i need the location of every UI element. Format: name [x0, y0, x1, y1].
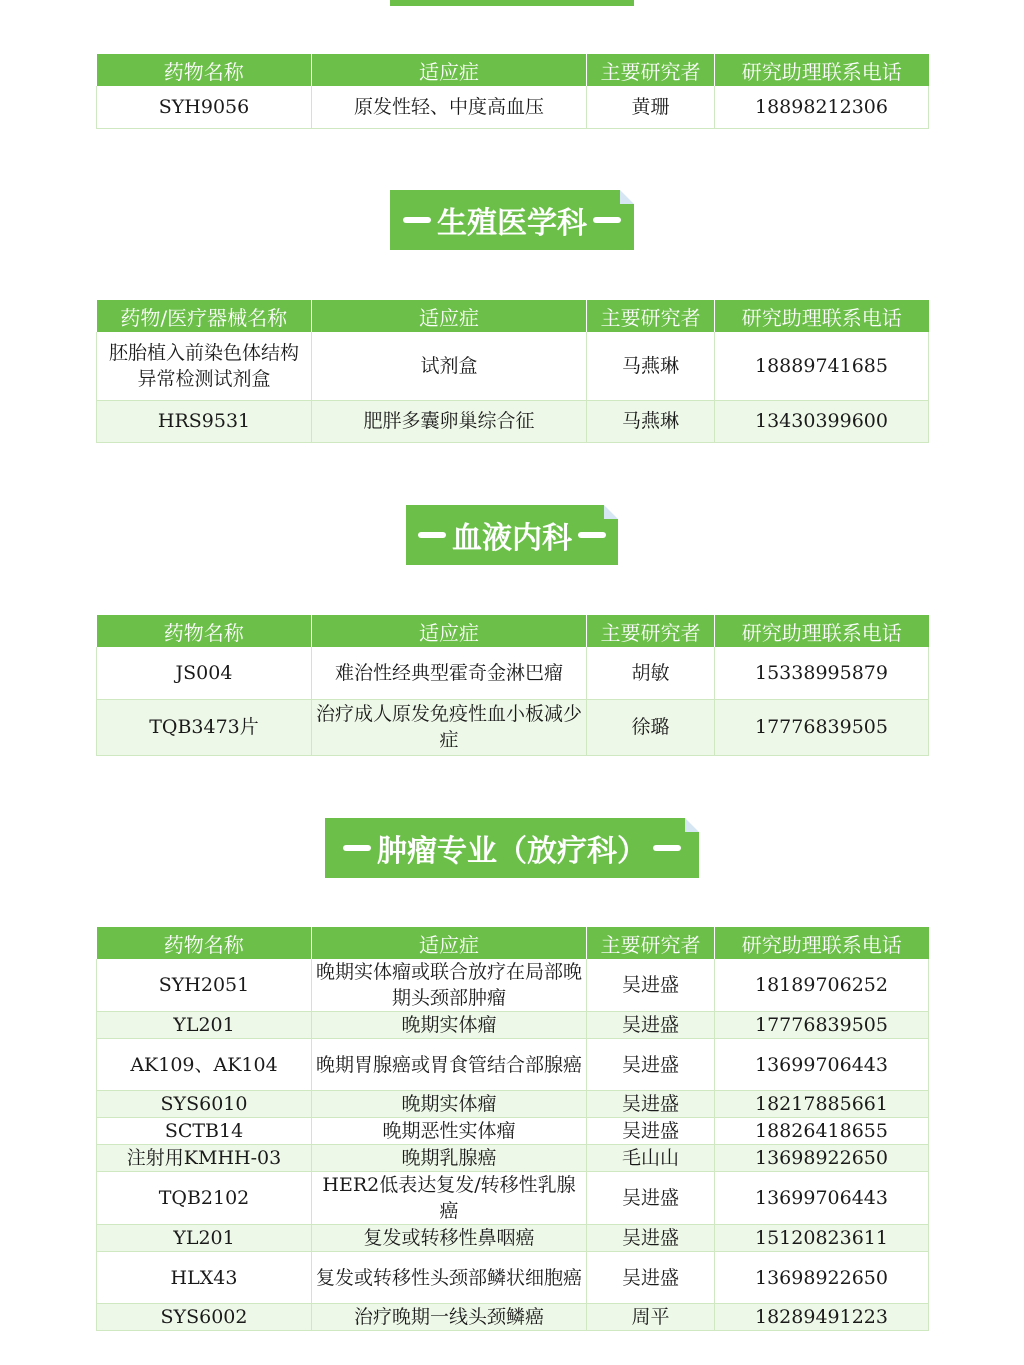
investigator-cell: 黄珊: [587, 86, 715, 128]
title-dash-left: [418, 532, 446, 538]
drug-name-cell: HLX43: [97, 1252, 312, 1304]
table-row: [97, 1145, 929, 1172]
table-row: [97, 1225, 929, 1252]
header-drug-name: 药物名称: [97, 927, 312, 959]
drug-name-cell: HRS9531: [97, 400, 312, 442]
table-header-row: [97, 927, 929, 959]
title-dash-right: [593, 217, 621, 223]
table-row: [97, 959, 929, 1012]
phone-cell: 15120823611: [715, 1225, 929, 1252]
header-indication: 适应症: [312, 300, 587, 332]
header-drug-name: 药物/医疗器械名称: [97, 300, 312, 332]
drug-name-cell: SYS6010: [97, 1091, 312, 1118]
phone-cell: 18289491223: [715, 1304, 929, 1331]
table-row: [97, 86, 929, 128]
investigator-cell: 周平: [587, 1304, 715, 1331]
phone-cell: 18217885661: [715, 1091, 929, 1118]
investigator-cell: 毛山山: [587, 1145, 715, 1172]
phone-cell: 13698922650: [715, 1145, 929, 1172]
drug-name-cell: 注射用KMHH-03: [97, 1145, 312, 1172]
indication-cell: 复发或转移性鼻咽癌: [312, 1225, 587, 1252]
header-indication: 适应症: [312, 927, 587, 959]
phone-cell: 15338995879: [715, 647, 929, 699]
indication-cell: 复发或转移性头颈部鳞状细胞癌: [312, 1252, 587, 1304]
header-indication: 适应症: [312, 615, 587, 647]
header-investigator: 主要研究者: [587, 54, 715, 86]
drug-name-cell: SCTB14: [97, 1118, 312, 1145]
trial-table-3: [96, 927, 929, 1331]
table-row: [97, 1039, 929, 1091]
drug-name-cell: AK109、AK104: [97, 1039, 312, 1091]
drug-name-cell: SYH9056: [97, 86, 312, 128]
investigator-cell: 胡敏: [587, 647, 715, 699]
header-phone: 研究助理联系电话: [715, 54, 929, 86]
header-investigator: 主要研究者: [587, 927, 715, 959]
section-title-hematology: [406, 505, 618, 565]
header-phone: 研究助理联系电话: [715, 300, 929, 332]
table-row: [97, 1252, 929, 1304]
drug-name-cell: SYH2051: [97, 959, 312, 1012]
indication-cell: 晚期乳腺癌: [312, 1145, 587, 1172]
indication-cell: 治疗晚期一线头颈鳞癌: [312, 1304, 587, 1331]
header-phone: 研究助理联系电话: [715, 927, 929, 959]
phone-cell: 13699706443: [715, 1039, 929, 1091]
drug-name-cell: SYS6002: [97, 1304, 312, 1331]
section-title-oncology-radiotherapy: [325, 818, 699, 878]
table-row: [97, 400, 929, 442]
trial-table-2: [96, 615, 929, 756]
investigator-cell: 马燕琳: [587, 400, 715, 442]
drug-name-cell: 胚胎植入前染色体结构异常检测试剂盒: [97, 332, 312, 400]
phone-cell: 13698922650: [715, 1252, 929, 1304]
indication-cell: 晚期实体瘤或联合放疗在局部晚期头颈部肿瘤: [312, 959, 587, 1012]
table-row: [97, 647, 929, 699]
indication-cell: 治疗成人原发免疫性血小板减少症: [312, 699, 587, 755]
section-title-text: 生殖医学科: [437, 206, 587, 241]
header-drug-name: 药物名称: [97, 615, 312, 647]
table-row: [97, 699, 929, 755]
phone-cell: 13430399600: [715, 400, 929, 442]
indication-cell: 晚期胃腺癌或胃食管结合部腺癌: [312, 1039, 587, 1091]
drug-name-cell: TQB3473片: [97, 699, 312, 755]
trial-table-1: [96, 300, 929, 443]
phone-cell: 18189706252: [715, 959, 929, 1012]
investigator-cell: 徐璐: [587, 699, 715, 755]
title-dash-right: [578, 532, 606, 538]
indication-cell: 难治性经典型霍奇金淋巴瘤: [312, 647, 587, 699]
section-title-reproductive: [390, 190, 634, 250]
drug-name-cell: JS004: [97, 647, 312, 699]
drug-name-cell: YL201: [97, 1225, 312, 1252]
top-title-banner-edge: [390, 0, 634, 6]
header-investigator: 主要研究者: [587, 615, 715, 647]
indication-cell: 晚期实体瘤: [312, 1012, 587, 1039]
investigator-cell: 吴进盛: [587, 1012, 715, 1039]
section-title-text: 血液内科: [452, 521, 572, 556]
investigator-cell: 吴进盛: [587, 1252, 715, 1304]
table-row: [97, 1172, 929, 1225]
investigator-cell: 马燕琳: [587, 332, 715, 400]
phone-cell: 17776839505: [715, 699, 929, 755]
investigator-cell: 吴进盛: [587, 1039, 715, 1091]
indication-cell: 原发性轻、中度高血压: [312, 86, 587, 128]
table-row: [97, 1304, 929, 1331]
indication-cell: 晚期恶性实体瘤: [312, 1118, 587, 1145]
indication-cell: HER2低表达复发/转移性乳腺癌: [312, 1172, 587, 1225]
header-investigator: 主要研究者: [587, 300, 715, 332]
phone-cell: 18889741685: [715, 332, 929, 400]
header-drug-name: 药物名称: [97, 54, 312, 86]
indication-cell: 肥胖多囊卵巢综合征: [312, 400, 587, 442]
investigator-cell: 吴进盛: [587, 1172, 715, 1225]
investigator-cell: 吴进盛: [587, 1091, 715, 1118]
indication-cell: 试剂盒: [312, 332, 587, 400]
table-row: [97, 332, 929, 400]
header-indication: 适应症: [312, 54, 587, 86]
table-header-row: [97, 300, 929, 332]
trial-table-0: [96, 54, 929, 129]
drug-name-cell: YL201: [97, 1012, 312, 1039]
phone-cell: 18826418655: [715, 1118, 929, 1145]
table-row: [97, 1091, 929, 1118]
header-phone: 研究助理联系电话: [715, 615, 929, 647]
drug-name-cell: TQB2102: [97, 1172, 312, 1225]
indication-cell: 晚期实体瘤: [312, 1091, 587, 1118]
table-header-row: [97, 54, 929, 86]
table-row: [97, 1118, 929, 1145]
table-row: [97, 1012, 929, 1039]
section-title-text: 肿瘤专业（放疗科）: [377, 834, 647, 869]
title-dash-left: [343, 845, 371, 851]
title-dash-right: [653, 845, 681, 851]
phone-cell: 18898212306: [715, 86, 929, 128]
investigator-cell: 吴进盛: [587, 959, 715, 1012]
phone-cell: 17776839505: [715, 1012, 929, 1039]
investigator-cell: 吴进盛: [587, 1225, 715, 1252]
title-dash-left: [403, 217, 431, 223]
phone-cell: 13699706443: [715, 1172, 929, 1225]
investigator-cell: 吴进盛: [587, 1118, 715, 1145]
table-header-row: [97, 615, 929, 647]
